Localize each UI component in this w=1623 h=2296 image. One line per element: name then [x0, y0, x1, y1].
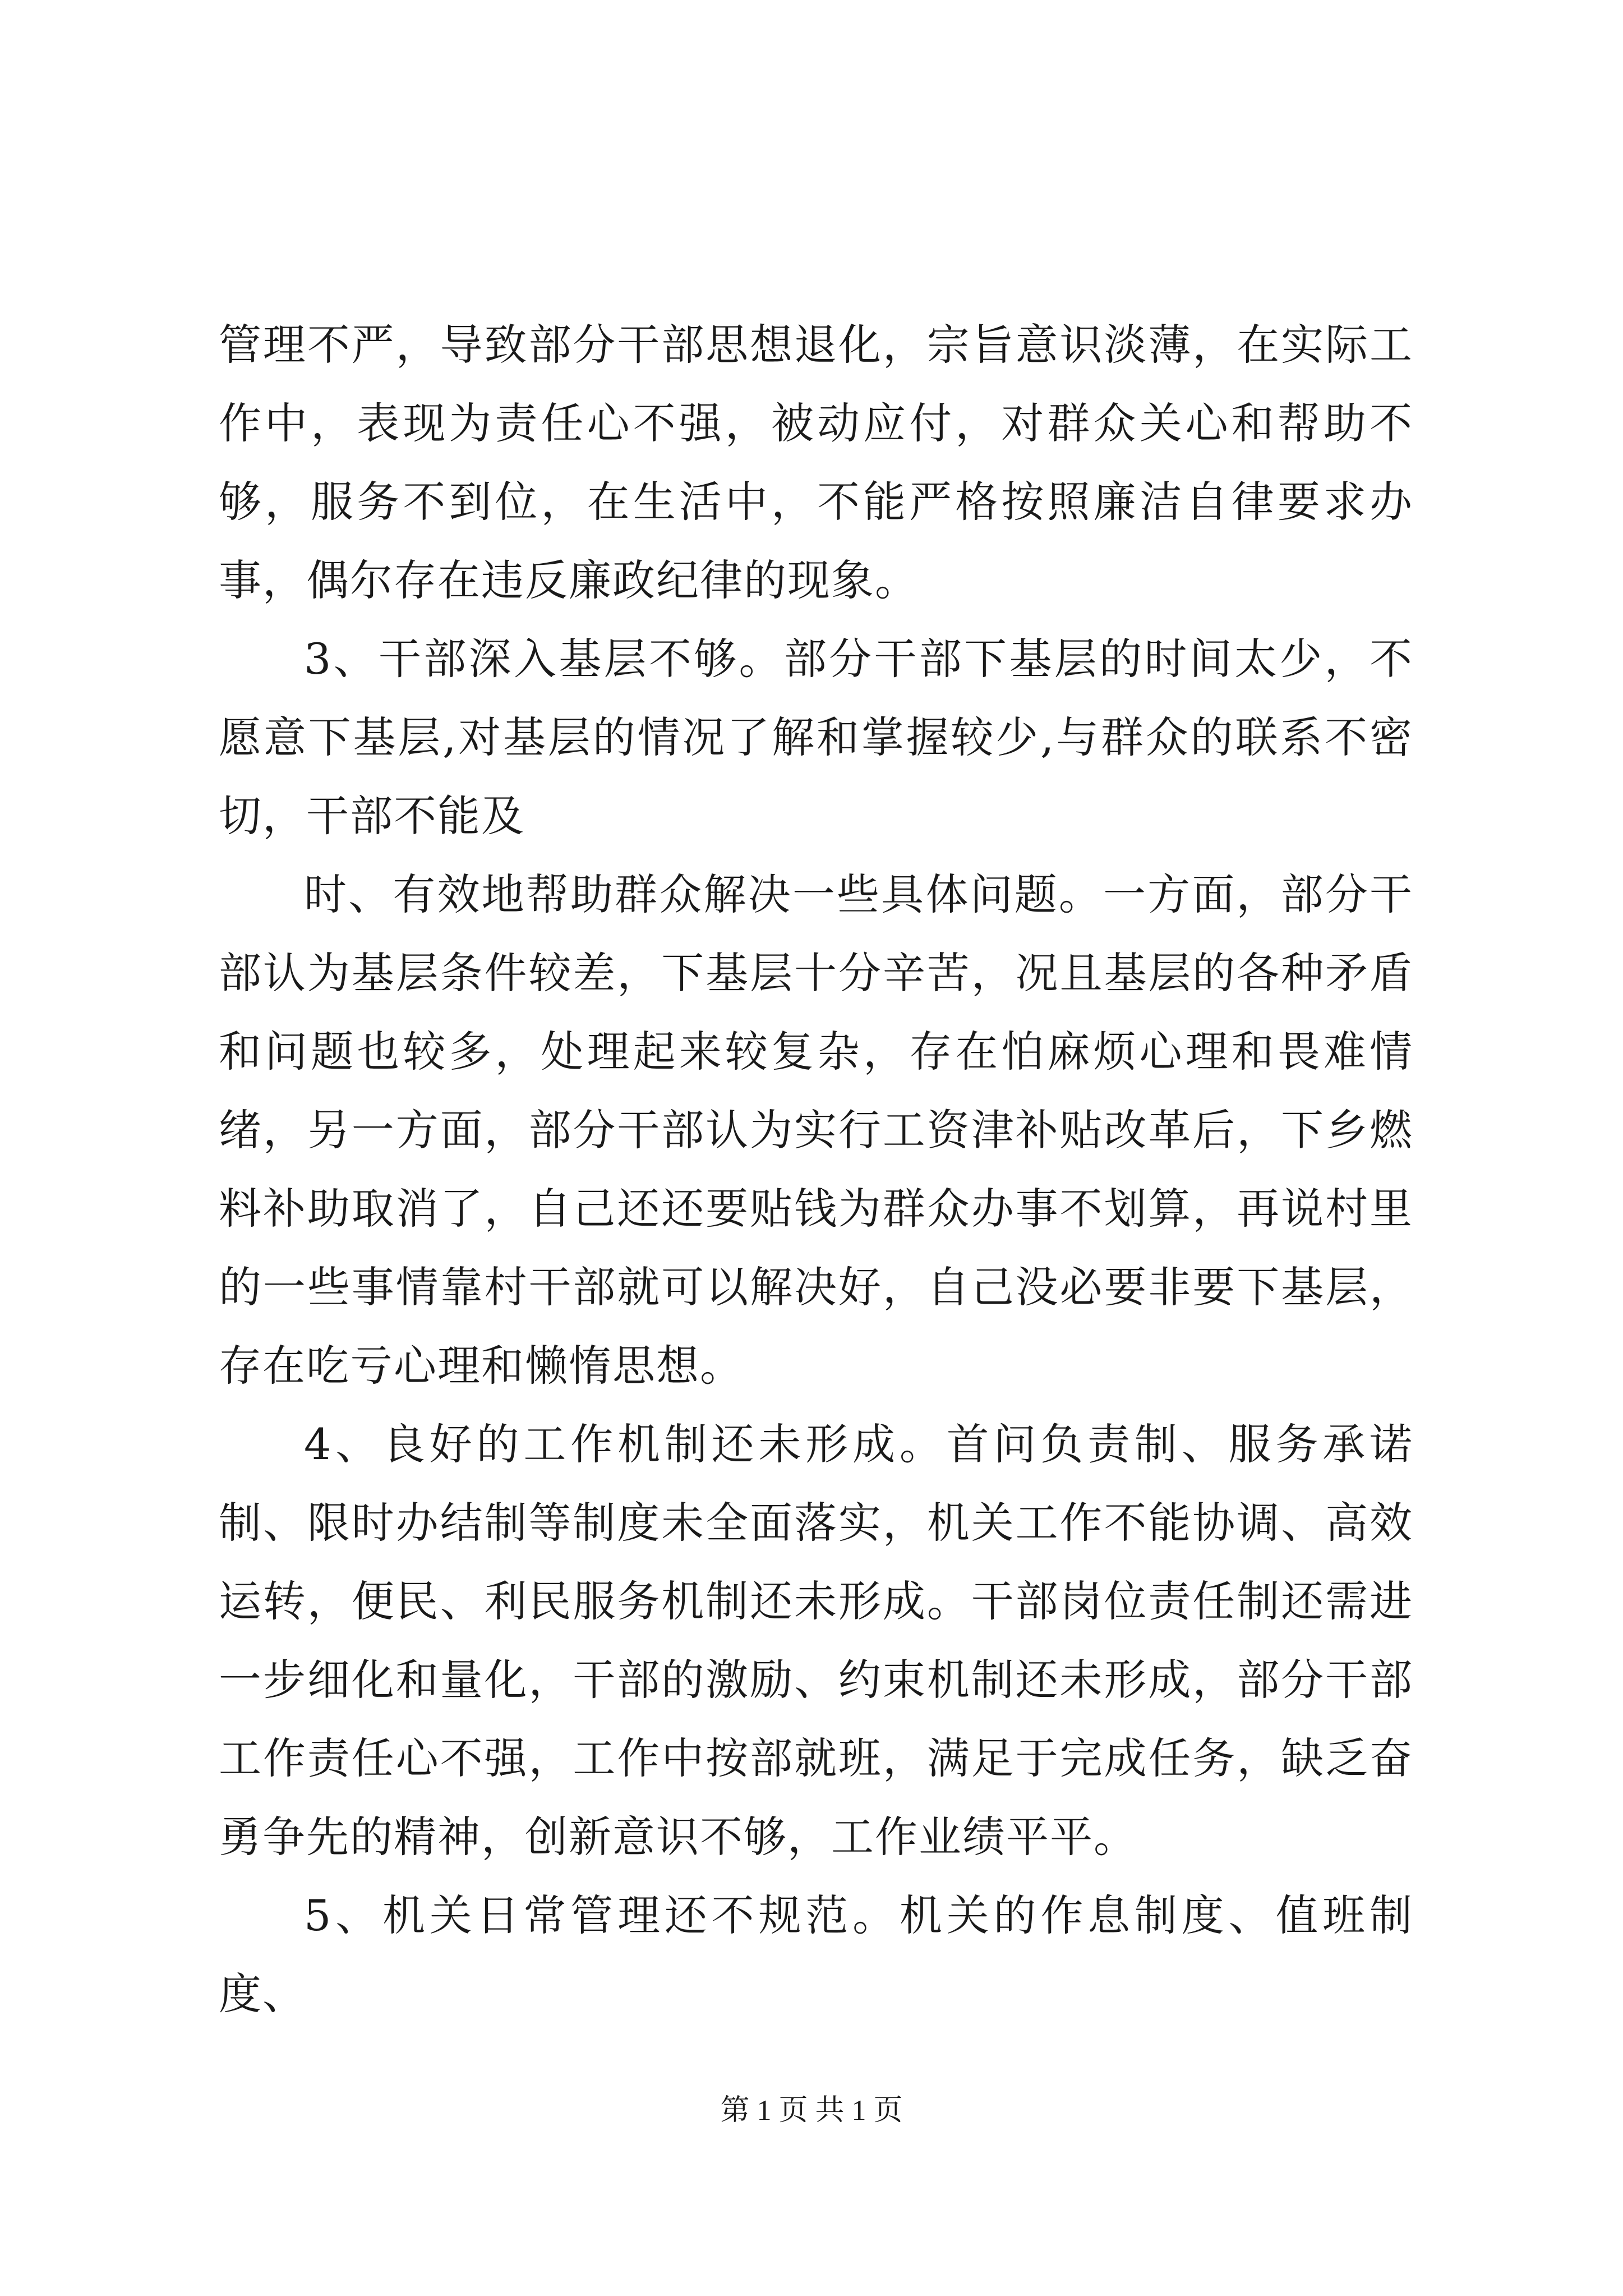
page-footer: 第 1 页 共 1 页 — [720, 2095, 903, 2127]
paragraph-item-3: 3、干部深入基层不够。部分干部下基层的时间太少，不愿意下基层,对基层的情况了解和掌握较少,与群众的联系不密切，干部不能及 — [219, 634, 1413, 841]
paragraph-item-5: 5、机关日常管理还不规范。机关的作息制度、值班制度、 — [219, 1890, 1413, 2019]
paragraph-item-4: 4、良好的工作机制还未形成。首问负责制、服务承诺制、限时办结制等制度未全面落实，机关工作不能协调、高效运转，便民、利民服务机制还未形成。干部岗位责任制还需进一步细化和量化，干部的激励、约束机制还未形成，部分干部工作责任心不强，工作中按部就班，满足于完成任务，缺乏奋勇争先的精神，创新意识不够，工作业绩平平。 — [219, 1419, 1413, 1862]
document-body — [219, 306, 1413, 2033]
paragraph-continuation: 管理不严，导致部分干部思想退化，宗旨意识淡薄，在实际工作中，表现为责任心不强，被动应付，对群众关心和帮助不够，服务不到位，在生活中，不能严格按照廉洁自律要求办事，偶尔存在违反廉政纪律的现象。 — [219, 320, 1413, 605]
paragraph-item-3-continued: 时、有效地帮助群众解决一些具体问题。一方面，部分干部认为基层条件较差，下基层十分辛苦，况且基层的各种矛盾和问题也较多，处理起来较复杂，存在怕麻烦心理和畏难情绪，另一方面，部分干部认为实行工资津补贴改革后，下乡燃料补助取消了，自己还还要贴钱为群众办事不划算，再说村里的一些事情靠村干部就可以解决好，自己没必要非要下基层，存在吃亏心理和懒惰思想。 — [219, 869, 1413, 1391]
